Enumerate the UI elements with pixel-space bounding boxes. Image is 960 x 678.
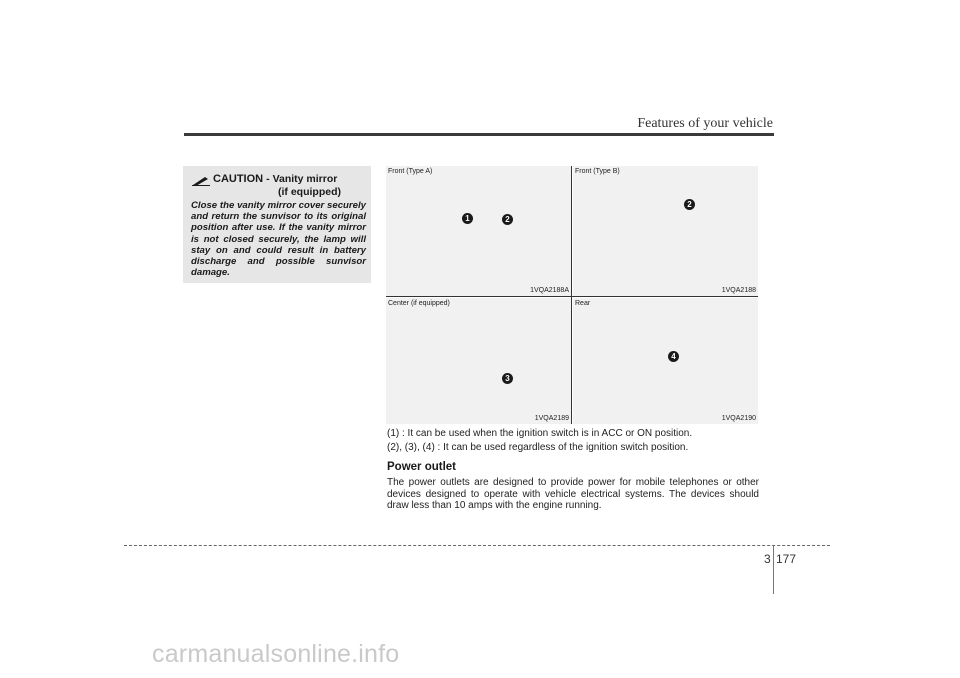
pencil-icon	[191, 176, 211, 186]
marker-3: 3	[502, 373, 513, 384]
caution-body: Close the vanity mirror cover securely and return the sunvisor to its original position after use. If the vanity mirror is not closed securely, the lamp will stay on and could result in battery discharge and possible sunvisor damage.	[191, 200, 366, 279]
photo-code-center: 1VQA2189	[534, 415, 569, 422]
power-outlet-photos	[386, 166, 758, 424]
note-line-2: (2), (3), (4) : It can be used regardless of the ignition switch position.	[387, 442, 689, 453]
page-header-title: Features of your vehicle	[637, 116, 773, 131]
caution-heading-label: CAUTION	[213, 173, 264, 185]
photo-label-front-b: Front (Type B)	[575, 168, 620, 175]
photo-center	[386, 298, 571, 424]
caution-box	[183, 166, 371, 283]
page-number: 177	[776, 552, 797, 566]
photo-front-type-a	[386, 166, 571, 296]
footer-divider	[773, 546, 774, 594]
photo-label-rear: Rear	[575, 300, 591, 307]
section-heading: Power outlet	[387, 461, 457, 473]
caution-heading	[213, 173, 337, 185]
photo-code-front-b: 1VQA2188	[721, 287, 756, 294]
note-line-1: (1) : It can be used when the ignition switch is in ACC or ON position.	[387, 428, 693, 439]
header-rule	[184, 133, 774, 136]
marker-2: 2	[502, 214, 513, 225]
watermark: carmanualsonline.info	[152, 640, 400, 668]
marker-1: 1	[462, 213, 473, 224]
photo-code-front-a: 1VQA2188A	[530, 287, 569, 294]
photo-label-center: Center (if equipped)	[388, 300, 450, 307]
marker-2: 2	[684, 199, 695, 210]
photo-divider-vertical	[571, 166, 572, 424]
footer-rule	[124, 545, 830, 546]
photo-label-front-a: Front (Type A)	[388, 168, 433, 175]
photo-front-type-b	[573, 166, 758, 296]
photo-rear	[573, 298, 758, 424]
chapter-number: 3	[764, 552, 771, 566]
section-body: The power outlets are designed to provide power for mobile telephones or other devices designed to operate with vehicle electrical systems. The devices should draw less than 10 amps with the engine running.	[387, 477, 759, 512]
caution-subtitle: - Vanity mirror	[266, 173, 338, 185]
marker-4: 4	[668, 351, 679, 362]
photo-divider-horizontal	[386, 296, 758, 297]
photo-code-rear: 1VQA2190	[721, 415, 756, 422]
caution-subtitle-2: (if equipped)	[278, 186, 341, 198]
